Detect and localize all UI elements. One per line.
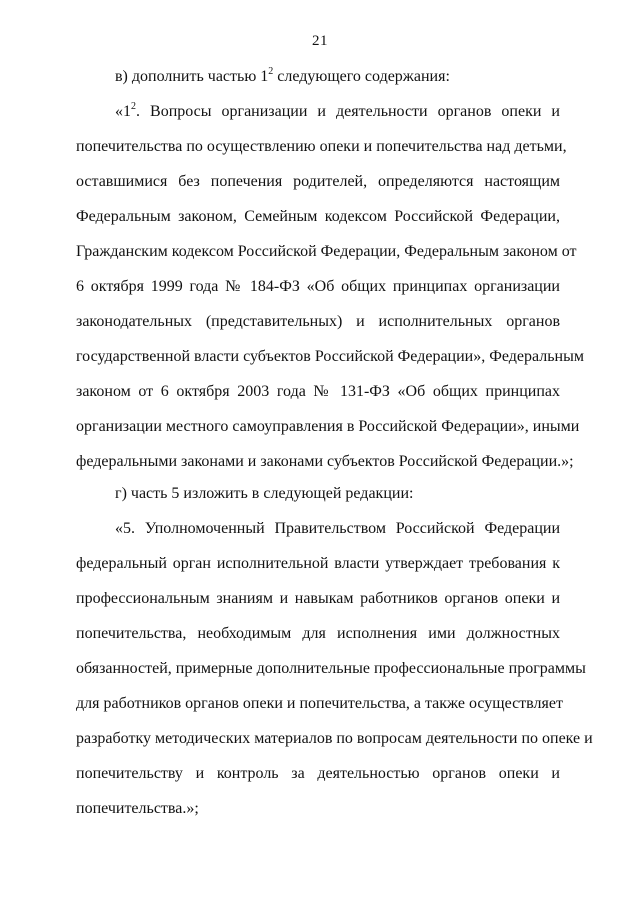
part-1-2-line: оставшимися без попечения родителей, определяются настоящим — [76, 173, 560, 190]
part-1-2-line: попечительства по осуществлению опеки и попечительства над детьми, — [76, 138, 567, 155]
paragraph-v-superscript: 2 — [268, 66, 274, 77]
part-1-2-line: законом от 6 октября 2003 года № 131-ФЗ «Об общих принципах — [76, 383, 560, 400]
part-5-last-line: попечительства.»; — [76, 800, 199, 817]
part-5-line: попечительства, необходимым для исполнения ими должностных — [76, 625, 560, 642]
part-1-2-line: Федеральным законом, Семейным кодексом Российской Федерации, — [76, 208, 560, 225]
part-5-line: разработку методических материалов по вопросам деятельности по опеке и — [76, 730, 593, 747]
paragraph-g: г) часть 5 изложить в следующей редакции: — [115, 485, 414, 502]
part-5-line: профессиональным знаниям и навыкам работников органов опеки и — [76, 590, 560, 607]
paragraph-v-prefix: в) дополнить частью 1 — [115, 68, 269, 85]
paragraph-v — [115, 67, 450, 87]
paragraph-v-suffix: следующего содержания: — [273, 68, 450, 85]
part-1-2-first-rest: . Вопросы организации и деятельности органов опеки и — [136, 103, 560, 120]
part-1-2-line: 6 октября 1999 года № 184-ФЗ «Об общих принципах организации — [76, 278, 560, 295]
part-1-2-line: Гражданским кодексом Российской Федерации, Федеральным законом от — [76, 243, 577, 260]
part-5-first-line: «5. Уполномоченный Правительством Российской Федерации — [115, 520, 560, 537]
part-1-2-line: законодательных (представительных) и исполнительных органов — [76, 313, 560, 330]
part-1-2-first-line — [115, 102, 560, 122]
part-5-line: обязанностей, примерные дополнительные профессиональные программы — [76, 660, 586, 677]
part-5-line: федеральный орган исполнительной власти утверждает требования к — [76, 555, 560, 572]
part-1-2-line: организации местного самоуправления в Российской Федерации», иными — [76, 418, 580, 435]
page-number: 21 — [312, 33, 328, 49]
part-1-2-open: «1 — [115, 103, 131, 120]
part-5-line: для работников органов опеки и попечительства, а также осуществляет — [76, 695, 563, 712]
part-1-2-last-line: федеральными законами и законами субъектов Российской Федерации.»; — [76, 453, 574, 470]
part-1-2-line: государственной власти субъектов Российской Федерации», Федеральным — [76, 348, 584, 365]
part-5-line: попечительству и контроль за деятельностью органов опеки и — [76, 765, 560, 782]
part-1-2-superscript: 2 — [131, 101, 136, 112]
